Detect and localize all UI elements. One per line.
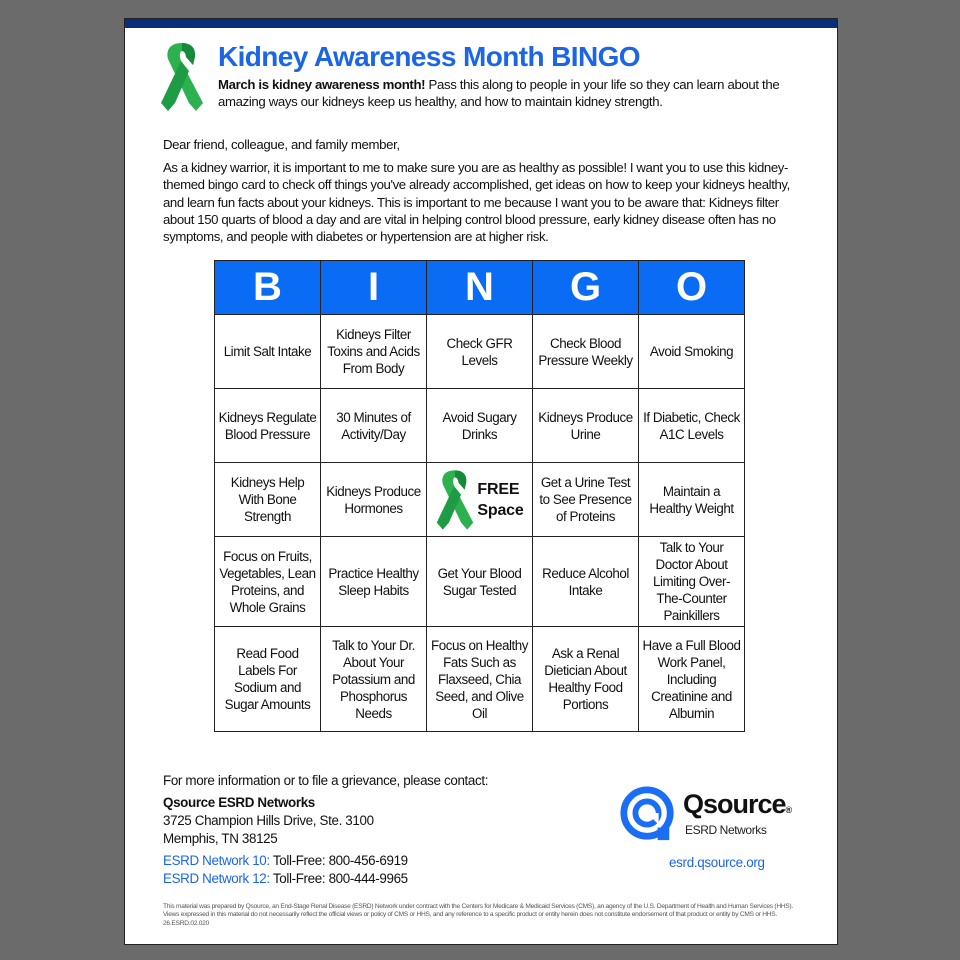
network-12-contact (163, 870, 488, 888)
qsource-logo (619, 785, 799, 845)
awareness-ribbon-icon (435, 466, 475, 534)
contact-address-line1: 3725 Champion Hills Drive, Ste. 3100 (163, 813, 374, 828)
space-label: Space (477, 501, 524, 519)
bingo-free-space[interactable] (427, 463, 533, 537)
contact-org: Qsource ESRD Networks (163, 795, 315, 810)
bingo-cell[interactable]: Limit Salt Intake (215, 315, 321, 389)
network-10-label: ESRD Network 10: (163, 853, 270, 868)
registered-mark: ® (785, 805, 792, 815)
bingo-row (215, 537, 745, 627)
bingo-cell[interactable]: Talk to Your Dr. About Your Potassium and Phosphorus Needs (321, 627, 427, 732)
bingo-cell[interactable]: Check Blood Pressure Weekly (533, 315, 639, 389)
free-space-label (477, 479, 523, 521)
logo-name (683, 789, 791, 820)
bingo-row (215, 315, 745, 389)
bingo-cell[interactable]: Have a Full Blood Work Panel, Including Creatinine and Albumin (639, 627, 745, 732)
bingo-cell[interactable]: 30 Minutes of Activity/Day (321, 389, 427, 463)
bingo-cell[interactable]: Focus on Fruits, Vegetables, Lean Proteins, and Whole Grains (215, 537, 321, 627)
subtitle-text: Pass this along to people in your life so they can learn about the amazing ways our kidneys keep us healthy, and how to maintain kidney strength. (218, 77, 780, 109)
network-10-phone[interactable]: Toll-Free: 800-456-6919 (269, 853, 408, 868)
bingo-cell[interactable]: Kidneys Produce Urine (533, 389, 639, 463)
network-10-contact (163, 852, 488, 870)
bingo-row (215, 463, 745, 537)
letter-greeting: Dear friend, colleague, and family member, (163, 137, 400, 152)
bingo-cell[interactable]: Maintain a Healthy Weight (639, 463, 745, 537)
bingo-cell[interactable]: Kidneys Help With Bone Strength (215, 463, 321, 537)
logo-subtitle: ESRD Networks (685, 823, 767, 837)
network-12-phone[interactable]: Toll-Free: 800-444-9965 (269, 871, 408, 886)
bingo-cell[interactable]: Focus on Healthy Fats Such as Flaxseed, Chia Seed, and Olive Oil (427, 627, 533, 732)
contact-block (163, 772, 488, 888)
bingo-column-o: O (639, 261, 745, 315)
bingo-column-b: B (215, 261, 321, 315)
website-link[interactable]: esrd.qsource.org (669, 855, 765, 870)
bingo-column-g: G (533, 261, 639, 315)
bingo-card (214, 260, 745, 732)
contact-address-line2: Memphis, TN 38125 (163, 831, 278, 846)
subtitle-bold: March is kidney awareness month! (218, 77, 426, 92)
letter-body: As a kidney warrior, it is important to me to make sure you are as healthy as possible! I want you to use this kidney-themed bingo card to check off things you've already accomplished, get ideas on how to keep your kidneys healthy, and learn fun facts about your kidneys. This is important to me because I want you to be aware that: Kidneys filter about 150 quarts of blood a day and are vital in helping control blood pressure, early kidney disease often has no symptoms, and people with diabetes or hypertension are at higher risk. (163, 160, 790, 245)
bingo-cell[interactable]: Avoid Smoking (639, 315, 745, 389)
bingo-cell[interactable]: Practice Healthy Sleep Habits (321, 537, 427, 627)
bingo-cell[interactable]: Get a Urine Test to See Presence of Proteins (533, 463, 639, 537)
bingo-row (215, 389, 745, 463)
bingo-cell[interactable]: Read Food Labels For Sodium and Sugar Amounts (215, 627, 321, 732)
bingo-header-row (215, 261, 745, 315)
page-subtitle (218, 76, 818, 110)
bingo-cell[interactable]: Ask a Renal Dietician About Healthy Food Portions (533, 627, 639, 732)
bingo-cell[interactable]: Avoid Sugary Drinks (427, 389, 533, 463)
legal-disclaimer: This material was prepared by Qsource, an End-Stage Renal Disease (ESRD) Network under contract with the Centers for Medicare & Medicaid Services (CMS), an agency of the U.S. Department of Health and Human Services (HHS). Views expressed in this material do not necessarily reflect the official views or policy of CMS or HHS, and any reference to a specific product or entity herein does not constitute endorsement of that product or entity by CMS or HHS. 26.ESRD.02.020 (163, 903, 794, 927)
bingo-cell[interactable]: Get Your Blood Sugar Tested (427, 537, 533, 627)
qsource-logo-icon (619, 785, 677, 843)
bingo-cell[interactable]: Talk to Your Doctor About Limiting Over-The-Counter Painkillers (639, 537, 745, 627)
free-label: FREE (477, 480, 520, 498)
logo-wordmark: Qsource (683, 789, 786, 819)
bingo-column-i: I (321, 261, 427, 315)
bingo-cell[interactable]: Kidneys Regulate Blood Pressure (215, 389, 321, 463)
bingo-cell[interactable]: Check GFR Levels (427, 315, 533, 389)
page-title: Kidney Awareness Month BINGO (218, 41, 640, 72)
bingo-column-n: N (427, 261, 533, 315)
bingo-cell[interactable]: If Diabetic, Check A1C Levels (639, 389, 745, 463)
bingo-cell[interactable]: Kidneys Produce Hormones (321, 463, 427, 537)
bingo-row (215, 627, 745, 732)
network-12-label: ESRD Network 12: (163, 871, 270, 886)
document-page (124, 18, 838, 945)
contact-intro: For more information or to file a grievance, please contact: (163, 773, 489, 788)
awareness-ribbon-icon (159, 41, 205, 113)
top-color-bar (125, 19, 837, 28)
bingo-cell[interactable]: Reduce Alcohol Intake (533, 537, 639, 627)
bingo-cell[interactable]: Kidneys Filter Toxins and Acids From Body (321, 315, 427, 389)
